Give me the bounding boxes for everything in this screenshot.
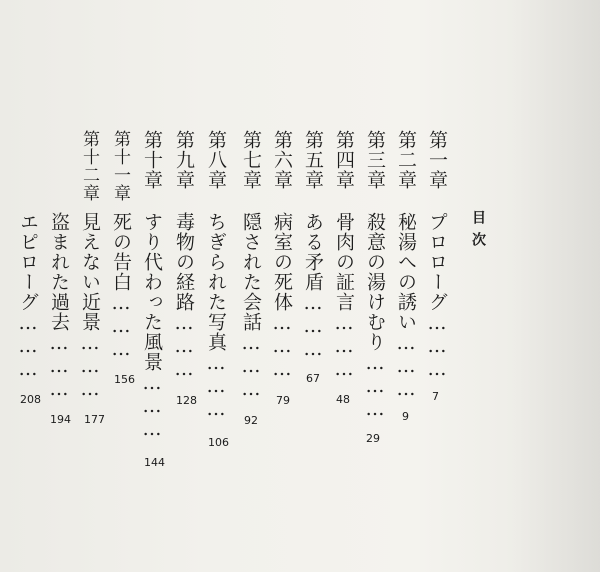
chapter-label: 第十章 [141, 130, 163, 190]
entry-leader: ……… [48, 332, 70, 401]
page-number: 7 [432, 390, 439, 403]
entry-title: 殺意の湯けむり [364, 212, 386, 352]
toc-entry [365, 212, 384, 421]
chapter-label: 第八章 [205, 130, 227, 190]
page-number: 156 [114, 373, 135, 386]
entry-title: 見えない近景 [79, 212, 101, 332]
entry-title: 毒物の経路 [173, 212, 195, 312]
entry-leader: ……… [333, 312, 355, 381]
toc-entry [174, 212, 193, 381]
entry-title: プロローグ [426, 212, 448, 312]
entry-leader: ……… [110, 292, 132, 361]
entry-leader: ……… [79, 332, 101, 401]
toc-entry [396, 212, 415, 401]
entry-leader: ……… [17, 312, 39, 381]
entry-title: ちぎられた写真 [205, 212, 227, 352]
page-number: 144 [144, 456, 165, 469]
toc-entry [111, 212, 130, 361]
entry-title: ある矛盾 [302, 212, 324, 292]
page-number: 128 [176, 394, 197, 407]
toc-entry [272, 212, 291, 381]
page-number: 106 [208, 436, 229, 449]
entry-leader: ……… [364, 352, 386, 421]
entry-title: 隠された会話 [240, 212, 262, 332]
entry-leader: ……… [271, 312, 293, 381]
page-number: 177 [84, 413, 105, 426]
chapter-label: 第四章 [333, 130, 355, 190]
page-number: 208 [20, 393, 41, 406]
chapter-label: 第二章 [395, 130, 417, 190]
chapter-label: 第九章 [173, 130, 195, 190]
chapter-label: 第三章 [364, 130, 386, 190]
toc-entry [206, 212, 225, 421]
entry-title: 死の告白 [110, 212, 132, 292]
entry-title: 病室の死体 [271, 212, 293, 312]
chapter-label: 第一章 [426, 130, 448, 190]
entry-leader: ……… [141, 372, 163, 441]
page-number: 92 [244, 414, 258, 427]
toc-entry [303, 212, 322, 361]
toc-heading: 目次 [470, 210, 486, 254]
entry-leader: ……… [302, 292, 324, 361]
toc-entry [49, 212, 68, 401]
entry-title: 骨肉の証言 [333, 212, 355, 312]
toc-entry [241, 212, 260, 401]
chapter-label: 第十一章 [110, 130, 130, 202]
entry-leader: ……… [426, 312, 448, 381]
toc-entry [334, 212, 353, 381]
entry-title: エピローグ [17, 212, 39, 312]
entry-title: すり代わった風景 [141, 212, 163, 372]
chapter-label: 第七章 [240, 130, 262, 190]
chapter-label: 第十二章 [79, 130, 99, 202]
page-number: 67 [306, 372, 320, 385]
page-edge-shadow [510, 0, 600, 572]
page-number: 48 [336, 393, 350, 406]
chapter-label: 第六章 [271, 130, 293, 190]
entry-title: 秘湯への誘い [395, 212, 417, 332]
page-number: 9 [402, 410, 409, 423]
entry-leader: ……… [395, 332, 417, 401]
toc-entry [18, 212, 37, 381]
chapter-label: 第五章 [302, 130, 324, 190]
toc-entry [427, 212, 446, 381]
page-number: 79 [276, 394, 290, 407]
toc-entry [142, 212, 161, 441]
entry-leader: ……… [205, 352, 227, 421]
toc-entry [80, 212, 99, 401]
entry-leader: ……… [173, 312, 195, 381]
page-number: 29 [366, 432, 380, 445]
page-number: 194 [50, 413, 71, 426]
entry-leader: ……… [240, 332, 262, 401]
entry-title: 盗まれた過去 [48, 212, 70, 332]
